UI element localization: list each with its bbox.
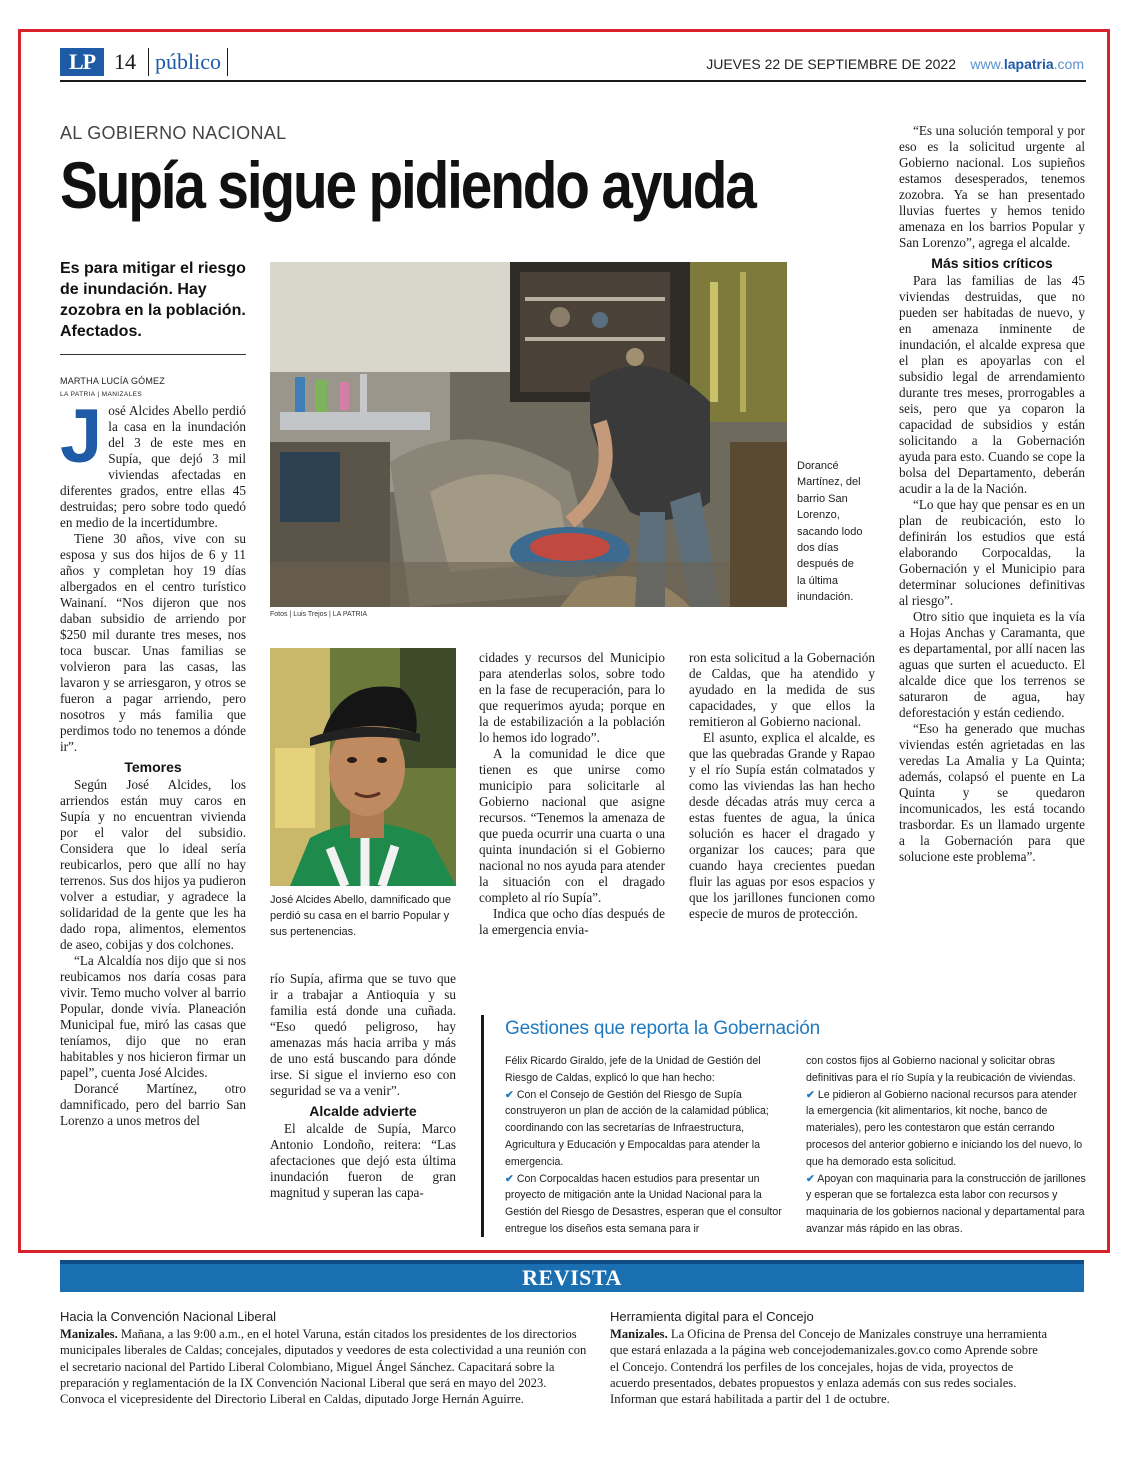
box-item-text: Con Corpocaldas hacen estudios para presentar un proyecto de mitigación ante la Unidad Nacional para la Gestión del Riesgo de Desastres, esperan que el consultor entregue los diseños esta semana para ir	[505, 1172, 782, 1235]
check-icon: ✔	[806, 1172, 815, 1185]
subhead-temores: Temores	[124, 759, 182, 775]
paragraph: Tiene 30 años, vive con su esposa y sus dos hijos de 6 y 11 años y completan hoy 19 días albergados en el centro turístico Wainaní. “Nos dijeron que nos daban subsidio de arriendo por $250 mil durante tres meses, nos toca buscar. Unas familias se volvieron para las casas, las lavaron y se arriesgaron, y otros se fueron a pagar arriendo, pero nosotros y más familia que perdimos todo no tenemos a dónde ir”.	[60, 531, 246, 754]
photo-portrait-jose	[270, 648, 456, 886]
photo-credit: Fotos | Luis Trejos | LA PATRIA	[270, 611, 368, 618]
brief-text: La Oficina de Prensa del Concejo de Manizales construye una herramienta que estará enlazada a la página web concejodemanizales.gov.co como Aprende sobre el Concejo. Contendrá los perfiles de los concejales, hojas de vida, proyectos de acuerdo presentados, debates propuestos y enlaza además con sus redes sociales. Informan que estará habilitada a partir del 1 de octubre.	[610, 1327, 1048, 1407]
paragraph: Dorancé Martínez, otro damnificado, pero del barrio San Lorenzo a unos metros del	[60, 1081, 246, 1128]
check-icon: ✔	[505, 1088, 514, 1101]
website-link[interactable]	[970, 56, 1084, 72]
box-item	[505, 1087, 789, 1171]
paragraph: Según José Alcides, los arriendos están muy caros en Supía y no encuentran vivienda por el valor del subsidio. Considera que lo ideal sería reubicarlos, pero que allí no hay terrenos. Sus dos hijos ya pudieron volver a estudiar, y agradece la solidaridad de la gente que les ha dado ropa, alimentos, elementos de aseo, cobijas y dos colchones.	[60, 777, 246, 952]
box-item	[806, 1087, 1086, 1171]
box-intro: Félix Ricardo Giraldo, jefe de la Unidad de Gestión del Riesgo de Caldas, explicó lo que han hecho:	[505, 1055, 761, 1084]
header-rule	[60, 80, 1086, 82]
paragraph: “Es una solución temporal y por eso es la solicitud urgente al Gobierno nacional. Los supieños estamos desesperados, tenemos zozobra. Ya se han presentado lluvias fuertes y hemos tenido amenaza en los barrios Popular y San Lorenzo”, agrega el alcalde.	[899, 123, 1085, 250]
issue-date: JUEVES 22 DE SEPTIEMBRE DE 2022	[706, 56, 956, 72]
brief-herramienta	[610, 1326, 1050, 1407]
website-prefix: www.	[970, 56, 1004, 72]
brief-dateline: Manizales.	[60, 1327, 118, 1341]
box-column-right	[806, 1053, 1086, 1238]
box-item-text: Con el Consejo de Gestión del Riesgo de Supía construyeron un plan de acción de la calamidad pública; coordinando con las secretarías de Infraestructura, Agricultura y Educación y Empocaldas para atender la emergencia.	[505, 1088, 769, 1168]
article-column-3	[479, 650, 665, 938]
photo-caption-jose: José Alcides Abello, damnificado que perdió su casa en el barrio Popular y sus pertenencias.	[270, 894, 452, 938]
paragraph: El asunto, explica el alcalde, es que las quebradas Grande y Rapao y el río Supía están colmatados y como las viviendas las han hecho desde décadas atrás muy cerca a estas fuentes de agua, la única solución es hacer el dragado y organizar los cauces; para que cuando haya crecientes puedan fluir las aguas por esos espacios y que los jarillones funcionen como especie de muros de protección.	[689, 730, 875, 921]
article-kicker: AL GOBIERNO NACIONAL	[60, 123, 287, 143]
box-title: Gestiones que reporta la Gobernación	[505, 1018, 820, 1039]
brief-dateline: Manizales.	[610, 1327, 668, 1341]
paragraph: “Eso ha generado que muchas viviendas estén agrietadas en las veredas La Amalia y La Quinta; además, colapsó el puente en La Quinta y se quedaron incomunicados, les está tocando trasbordar. Es un llamado urgente a la Gobernación para que solucione este problema”.	[899, 721, 1085, 864]
drop-cap: J	[60, 394, 103, 479]
byline-author: MARTHA LUCÍA GÓMEZ	[60, 376, 165, 386]
check-icon: ✔	[806, 1088, 815, 1101]
article-column-5	[899, 123, 1085, 865]
box-accent-bar	[481, 1015, 484, 1237]
website-suffix: .com	[1053, 56, 1084, 72]
page-number: 14	[114, 49, 136, 74]
box-item	[505, 1171, 789, 1238]
paragraph: Para las familias de las 45 viviendas destruidas, que no pueden ser habitadas de nuevo, y en amenaza inminente de inundación, el alcalde expresa que el plan es apoyarlas con el subsidio legal de arrendamiento durante tres meses, prorrogables a seis, pero que ya coparon la capacidad de subsidios y están solicitando a la Gobernación ayuda para esto. Cuando se cope la bolsa del Departamento, deberán acudir a la de la Nación.	[899, 273, 1085, 496]
photo-caption-dorance: Dorancé Martínez, del barrio San Lorenzo, sacando lodo dos días después de la última inundación.	[797, 460, 863, 604]
subhead-mas-sitios-criticos: Más sitios críticos	[931, 255, 1053, 271]
paragraph: ron esta solicitud a la Gobernación de Caldas, que ha atendido y ayudado en la medida de sus capacidades, y que ellos la remitieron al Gobierno nacional.	[689, 650, 875, 729]
paragraph: A la comunidad le dice que tienen es que unirse como municipio para solicitarle al Gobierno nacional que asigne recursos. “Tenemos la amenaza de que pueda ocurrir una cuarta o una quinta inundación si el Gobierno nacional no nos ayuda para atender la situación con el dragado completo al río Supía”.	[479, 746, 665, 905]
check-icon: ✔	[505, 1172, 514, 1185]
subhead-alcalde-advierte: Alcalde advierte	[309, 1103, 417, 1119]
website-name: lapatria	[1003, 56, 1054, 72]
box-item-text: Apoyan con maquinaria para la construcción de jarillones y esperan que se fortalezca esta labor con recursos y maquinaria de los gobiernos nacional y departamental para avanzar más rápido en las obras.	[806, 1172, 1086, 1235]
photo-flood-cleanup	[270, 262, 787, 607]
box-item-text: Le pidieron al Gobierno nacional recursos para atender la emergencia (kit alimentarios, kit noche, banco de materiales), pero les contestaron que están cerrando procesos del anterior gobierno e iniciando los del nuevo, lo que ha demorado esta solicitud.	[806, 1088, 1083, 1168]
paragraph: cidades y recursos del Municipio para atenderlas solos, sobre todo en la fase de recuperación, para lo que requerimos ayuda; porque en la de estabilización a la población lo hemos ido logrado”.	[479, 650, 665, 745]
box-column-left	[505, 1053, 789, 1238]
box-item-continued: con costos fijos al Gobierno nacional y solicitar obras definitivas para el río Supía y la reubicación de viviendas.	[806, 1055, 1076, 1084]
article-column-2	[270, 971, 456, 1201]
section-name: público	[148, 48, 228, 76]
deck-rule	[60, 354, 246, 355]
page-header	[60, 46, 1086, 78]
article-headline: Supía sigue pidiendo ayuda	[60, 148, 755, 222]
paragraph: “La Alcaldía nos dijo que si nos reubicamos nos daría cosas para vivir. Temo mucho volver al barrio Popular, donde vivía. Planeación Municipal fue, miró las casas que teníamos, dijo que no eran habitables y nos hicieron firmar un papel”, cuenta José Alcides.	[60, 953, 246, 1080]
newspaper-logo: LP	[60, 48, 104, 76]
paragraph: río Supía, afirma que se tuvo que ir a trabajar a Antioquia y su familia está donde una cuñada. “Eso quedó peligroso, hay amenazas más hacia arriba y más de uno está buscando para dónde irse. Si sigue el invierno eso con seguridad se va a venir”.	[270, 971, 456, 1098]
revista-section-bar	[60, 1260, 1084, 1292]
paragraph: “Lo que hay que pensar es en un plan de reubicación, esto lo definirán los estudios que está elaborando Corpocaldas, la Gobernación y el Municipio para determinar soluciones definitivas al riesgo”.	[899, 497, 1085, 608]
brief-convencion	[60, 1326, 588, 1407]
article-column-4	[689, 650, 875, 922]
article-deck: Es para mitigar el riesgo de inundación. Hay zozobra en la población. Afectados.	[60, 260, 246, 340]
brief-title-convencion: Hacia la Convención Nacional Liberal	[60, 1309, 277, 1324]
brief-title-herramienta: Herramienta digital para el Concejo	[610, 1309, 814, 1324]
paragraph: El alcalde de Supía, Marco Antonio Londoño, reitera: “Las afectaciones que dejó esta última inundación fueron de gran magnitud y superan las capa-	[270, 1121, 456, 1200]
paragraph: osé Alcides Abello perdió la casa en la inundación del 3 de este mes en Supía, que dejó 3 mil viviendas afectadas en diferentes grados, entre ellas 45 destruidas; pero sobre todo quedó en medio de la incertidumbre.	[60, 403, 246, 530]
brief-text: Mañana, a las 9:00 a.m., en el hotel Varuna, están citados los presidentes de los directorios municipales liberales de Caldas; concejales, diputados y veedores de esta colectividad a una reunión con el secretario nacional del Partido Liberal Colombiano, Miguel Ángel Sánchez. Capacitará sobre la preparación y reglamentación de la IX Convención Nacional Liberal que será en mayo del 2023. Convoca el vicepresidente del Directorio Liberal en Caldas, diputado Jorge Hernán Aguirre.	[60, 1327, 587, 1407]
box-item	[806, 1171, 1086, 1238]
paragraph: Otro sitio que inquieta es la vía a Hojas Anchas y Caramanta, que es departamental, por allí nacen las aguas que surten el acueducto. El alcalde dice que los terrenos se saturaron de agua, hay deforestación y están cediendo.	[899, 609, 1085, 720]
revista-label: REVISTA	[522, 1265, 622, 1290]
byline-org: LA PATRIA | MANIZALES	[60, 391, 143, 398]
paragraph: Indica que ocho días después de la emergencia envia-	[479, 906, 665, 937]
